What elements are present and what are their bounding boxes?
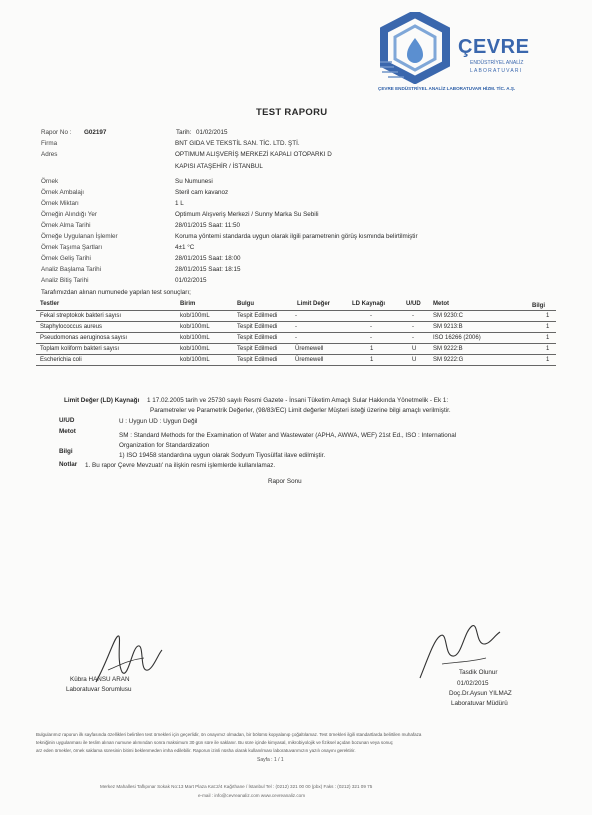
table-cell: SM 9213:B xyxy=(433,324,463,330)
table-cell: - xyxy=(295,324,297,330)
report-end: Rapor Sonu xyxy=(268,478,302,485)
table-cell: Üremewell xyxy=(295,357,324,363)
field-label: Adres xyxy=(41,151,58,158)
notlar-label: Notlar xyxy=(59,461,78,468)
field-label: Örnek Taşıma Şartları xyxy=(41,244,103,251)
field-value: OPTIMUM ALIŞVERİŞ MERKEZİ KAPALI OTOPARKI D xyxy=(175,151,332,158)
table-cell: - xyxy=(412,313,414,319)
table-cell: - xyxy=(412,324,414,330)
ld-label: Limit Değer (LD) Kaynağı xyxy=(64,397,140,404)
bilgi-text: 1) ISO 19458 standardına uygun olarak Sodyum Tiyosülfat ilave edilmiştir. xyxy=(119,452,326,459)
logo-company: ÇEVRE ENDÜSTRİYEL ANALİZ LABORATUVAR HİZM. TİC. A.Ş. xyxy=(378,86,516,91)
field-value: 1 L xyxy=(175,200,184,207)
table-cell: 1 xyxy=(546,335,550,341)
col-header: Testler xyxy=(40,301,60,307)
field-value: 28/01/2015 Saat: 18:00 xyxy=(175,255,241,262)
table-cell: SM 9230:C xyxy=(433,313,464,319)
table-cell: 1 xyxy=(546,357,550,363)
right-sign-date: 01/02/2015 xyxy=(457,680,489,687)
col-header: Bilgi xyxy=(532,303,545,309)
field-label: Örneğin Alındığı Yer xyxy=(41,211,98,218)
table-cell: - xyxy=(295,313,297,319)
table-cell: - xyxy=(370,313,372,319)
field-label: Analiz Başlama Tarihi xyxy=(41,266,102,273)
field-value: 4±1 °C xyxy=(175,244,195,251)
table-cell: kob/100mL xyxy=(180,335,210,341)
table-cell: 1 xyxy=(370,346,374,352)
ld-line1: 1 17.02.2005 tarih ve 25730 sayılı Resmi Gazete - İnsani Tüketim Amaçlı Sular Hakkında Yönetmelik - Ek 1: xyxy=(147,397,449,404)
footer-contact: e-mail : info@cevreanaliz.com www.cevreanaliz.com xyxy=(198,793,306,798)
field-label: Örnek Ambalajı xyxy=(41,189,85,196)
table-cell: Toplam koliform bakteri sayısı xyxy=(40,346,120,352)
col-header: LD Kaynağı xyxy=(352,301,386,307)
field-label: Örneğe Uygulanan İşlemler xyxy=(41,233,118,240)
left-signer-title: Laboratuvar Sorumlusu xyxy=(66,686,132,693)
rapor-no-value: G02197 xyxy=(84,129,107,136)
field-value: Steril cam kavanoz xyxy=(175,189,229,196)
col-header: Bulgu xyxy=(237,301,254,307)
tarih-label: Tarih: xyxy=(176,129,192,136)
metot-line2: Organization for Standardization xyxy=(119,442,210,449)
table-cell: kob/100mL xyxy=(180,346,210,352)
right-signer-name: Doç.Dr.Aysun YILMAZ xyxy=(449,690,512,697)
table-cell: Pseudomonas aeruginosa sayısı xyxy=(40,335,128,341)
table-cell: Tespit Edilmedi xyxy=(237,335,278,341)
company-logo xyxy=(378,10,568,96)
table-cell: - xyxy=(295,335,297,341)
ld-line2: Parametreler ve Parametrik Değerler, (98/83/EC) Limit değerler Müşteri isteği üzerine bilgi amaçlı verilmiştir. xyxy=(150,407,451,414)
right-signature-icon xyxy=(414,618,504,688)
table-cell: SM 9222:B xyxy=(433,346,463,352)
logo-brand: ÇEVRE xyxy=(458,36,530,58)
logo-hexagon-icon xyxy=(378,12,452,84)
table-cell: kob/100mL xyxy=(180,357,210,363)
intro-text: Tarafımızdan alınan numunede yapılan test sonuçları; xyxy=(41,289,191,296)
bilgi-label: Bilgi xyxy=(59,448,73,455)
table-cell: Üremewell xyxy=(295,346,324,352)
table-cell: kob/100mL xyxy=(180,313,210,319)
uud-label: U/UD xyxy=(59,417,75,424)
table-cell: Escherichia coli xyxy=(40,357,82,363)
table-cell: Tespit Edilmedi xyxy=(237,346,278,352)
left-signer-name: Kübra HANSU ARAN xyxy=(70,676,130,683)
table-cell: 1 xyxy=(370,357,374,363)
disclaimer-line2: tekniğinin uygulanması ile teslim alınan numune alımından sonra maksimum 30 gün süre ile saklanır. Bu süre içinde kimyasal, mikrobiyolojik ve fiziksel açıdan bozunan veya sonuç xyxy=(36,740,393,745)
metot-label: Metot xyxy=(59,428,76,435)
col-header: Birim xyxy=(180,301,196,307)
table-cell: - xyxy=(370,324,372,330)
field-label: Örnek xyxy=(41,178,59,185)
table-cell: Tespit Edilmedi xyxy=(237,357,278,363)
field-label: Örnek Alma Tarihi xyxy=(41,222,91,229)
col-header: Limit Değer xyxy=(297,301,331,307)
right-signer-title: Laboratuvar Müdürü xyxy=(451,700,508,707)
disclaimer-line3: arz eden örnekler, örnek saklama süresinin bitimi beklenmeden imha edilebilir. Raporun izinli nüsha olarak kullanılması laboratuvarımızın yazılı onayını gerektirir. xyxy=(36,748,356,753)
col-header: U/UD xyxy=(406,301,421,307)
field-label: Firma xyxy=(41,140,58,147)
table-cell: ISO 16266 (2006) xyxy=(433,335,481,341)
page-title: TEST RAPORU xyxy=(256,107,328,118)
table-cell: - xyxy=(412,335,414,341)
logo-sub1: ENDÜSTRİYEL ANALİZ xyxy=(470,60,524,66)
field-value: KAPISI ATAŞEHİR / İSTANBUL xyxy=(175,163,263,170)
logo-sub2: LABORATUVARI xyxy=(470,68,523,74)
table-cell: kob/100mL xyxy=(180,324,210,330)
table-cell: 1 xyxy=(546,313,550,319)
field-value: 28/01/2015 Saat: 11:50 xyxy=(175,222,241,229)
uud-text: U : Uygun UD : Uygun Değil xyxy=(119,418,198,425)
field-label: Analiz Bitiş Tarihi xyxy=(41,277,89,284)
metot-line1: SM : Standard Methods for the Examination of Water and Wastewater (APHA, AWWA, WEF) 21st Ed., ISO : International xyxy=(119,432,457,439)
footer-address: Merkez Mahallesi Taflıpınar Sokak No:13 Mart Plaza Kat:2/4 Kağıthane / İstanbul Tel : (0212) 321 00 00 (pbx) Faks : (0212) 321 09 75 xyxy=(100,784,373,789)
table-cell: Fekal streptokok bakteri sayısı xyxy=(40,313,122,319)
field-value: 01/02/2015 xyxy=(175,277,207,284)
rapor-no-label: Rapor No : xyxy=(41,129,72,136)
table-cell: - xyxy=(370,335,372,341)
table-cell: Tespit Edilmedi xyxy=(237,324,278,330)
right-sign-approved: Tasdik Olunur xyxy=(459,669,498,676)
disclaimer-line1: Bulgularımız raporun ilk sayfasında özellikleri belirtilen test örnekleri için geçerlidir, ön onayımız olmadan, bir bölümü kopyalanıp çoğaltılamaz. Test örnekleri ilgili standartlarda belirtilen muhafaza xyxy=(36,732,422,737)
page-number: Sayfa : 1 / 1 xyxy=(257,757,284,763)
field-value: 28/01/2015 Saat: 18:15 xyxy=(175,266,241,273)
tarih-value: 01/02/2015 xyxy=(196,129,228,136)
table-cell: 1 xyxy=(546,346,550,352)
field-value: Su Numunesi xyxy=(175,178,213,185)
field-value: Koruma yöntemi standarda uygun olarak ilgili parametrenin görüş kısmında belirtilmiştir xyxy=(175,233,418,240)
table-cell: U xyxy=(412,357,417,363)
field-value: Optimum Alışveriş Merkezi / Sunny Marka Su Sebili xyxy=(175,211,319,218)
table-cell: U xyxy=(412,346,417,352)
field-label: Örnek Miktarı xyxy=(41,200,79,207)
field-value: BNT GIDA VE TEKSTİL SAN. TİC. LTD. ŞTİ. xyxy=(175,140,300,147)
table-cell: SM 9222:G xyxy=(433,357,464,363)
table-cell: Tespit Edilmedi xyxy=(237,313,278,319)
col-header: Metot xyxy=(433,301,449,307)
table-cell: 1 xyxy=(546,324,550,330)
notlar-text: 1. Bu rapor Çevre Mevzuatı' na ilişkin resmi işlemlerde kullanılamaz. xyxy=(85,462,276,469)
field-label: Örnek Geliş Tarihi xyxy=(41,255,91,262)
table-cell: Staphylococcus aureus xyxy=(40,324,103,330)
